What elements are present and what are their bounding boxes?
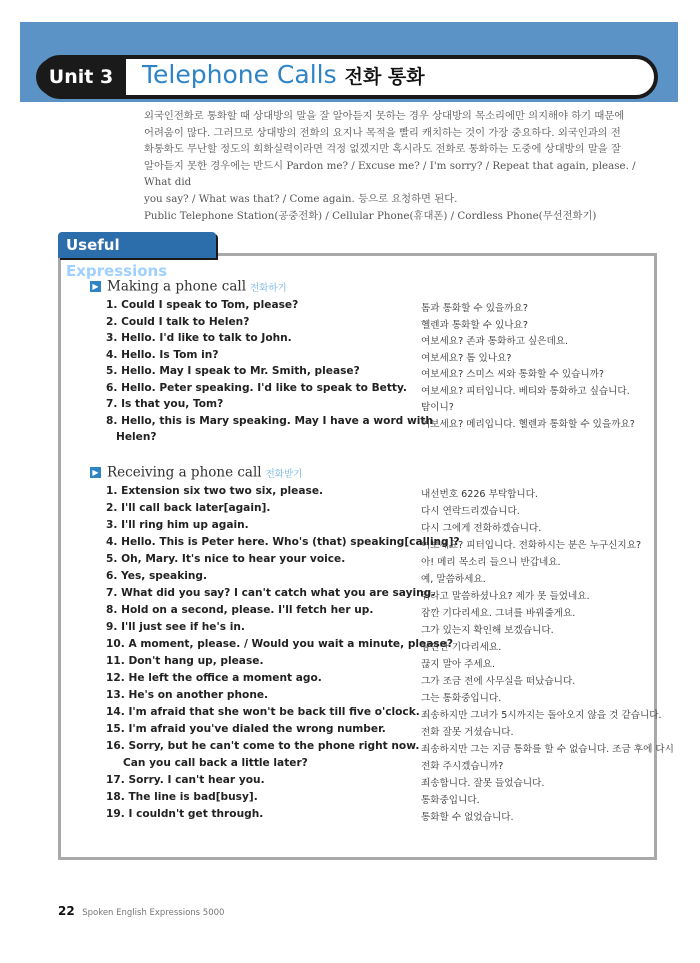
expression-ko: 내선번호 6226 부탁합니다.: [421, 489, 538, 500]
expression-en: 5. Oh, Mary. It's nice to hear your voice.: [106, 553, 346, 565]
expression-en: 2. Could I talk to Helen?: [106, 315, 250, 328]
expression-en: 9. I'll just see if he's in.: [106, 621, 245, 633]
expression-ko: 탐이니?: [421, 402, 454, 413]
expression-ko: 전화 잘못 거셨습니다.: [421, 727, 514, 738]
expression-ko: 톰과 통화할 수 있을까요?: [421, 303, 528, 314]
expression-ko: 통화중입니다.: [421, 795, 480, 806]
expression-ko: 다시 그에게 전화하겠습니다.: [421, 523, 542, 534]
expression-en: 2. I'll call back later[again].: [106, 502, 271, 514]
page-footer: [58, 904, 224, 918]
expression-ko: 그는 통화중입니다.: [421, 693, 502, 704]
expression-ko: 여보세요? 스미스 씨와 통화할 수 있습니까?: [421, 369, 604, 380]
expression-ko: 여보세요? 피터입니다. 전화하시는 분은 누구신지요?: [421, 540, 642, 551]
expression-en: 7. Is that you, Tom?: [106, 398, 224, 410]
title-korean: 전화 통화: [344, 66, 425, 88]
expression-ko: 그가 있는지 확인해 보겠습니다.: [421, 625, 554, 636]
expression-en: 4. Hello. This is Peter here. Who's (that) speaking[calling]?: [106, 536, 460, 548]
expression-en: 16. Sorry, but he can't come to the phone right now.: [106, 740, 420, 752]
expression-en: 18. The line is bad[busy].: [106, 791, 258, 803]
expression-ko: 헬렌과 통화할 수 있나요?: [421, 319, 528, 331]
expression-ko: 잠깐만 기다리세요.: [421, 642, 502, 653]
expression-en: 6. Yes, speaking.: [106, 570, 208, 582]
expression-ko: 여보세요? 존과 통화하고 싶은데요.: [421, 336, 569, 347]
expression-ko: 전화 주시겠습니까?: [421, 761, 504, 772]
expression-en: 4. Hello. Is Tom in?: [106, 348, 219, 361]
section-heading-receiving-call: [90, 462, 302, 481]
expression-ko: 예, 말씀하세요.: [421, 574, 486, 585]
expressions-word: Expressions: [66, 262, 168, 280]
expression-ko: 뭐라고 말씀하셨나요? 제가 못 들었네요.: [421, 591, 590, 602]
expression-ko: 죄송하지만 그는 지금 통화를 할 수 없습니다. 조금 후에 다시: [421, 744, 674, 755]
expression-en: Helen?: [116, 431, 157, 443]
expression-ko: 그가 조금 전에 사무실을 떠났습니다.: [421, 676, 576, 687]
useful-expressions-tab: [58, 232, 216, 280]
expression-ko: 다시 연락드리겠습니다.: [421, 506, 520, 517]
expression-en: Can you call back a little later?: [123, 757, 308, 769]
unit-label: Unit 3: [36, 58, 126, 96]
expression-ko: 여보세요? 피터입니다. 베티와 통화하고 싶습니다.: [421, 385, 630, 397]
page-title: [142, 60, 425, 89]
expression-en: 12. He left the office a moment ago.: [106, 672, 322, 684]
expression-en: 14. I'm afraid that she won't be back till five o'clock.: [106, 706, 420, 718]
expression-en: 11. Don't hang up, please.: [106, 655, 264, 667]
expression-en: 3. I'll ring him up again.: [106, 519, 249, 531]
section-title: Receiving a phone call: [107, 464, 262, 481]
expression-en: 8. Hold on a second, please. I'll fetch her up.: [106, 604, 374, 616]
intro-line: 외국인전화로 통화할 때 상대방의 말을 잘 알아듣지 못하는 경우 상대방의 목소리에만 의지해야 하기 때문에: [144, 110, 625, 122]
expression-en: 10. A moment, please. / Would you wait a minute, please?: [106, 638, 454, 650]
expression-en: 13. He's on another phone.: [106, 689, 269, 701]
expression-en: 17. Sorry. I can't hear you.: [106, 774, 265, 786]
expression-en: 3. Hello. I'd like to talk to John.: [106, 332, 292, 344]
expression-en: 7. What did you say? I can't catch what you are saying.: [106, 587, 436, 599]
expression-ko: 여보세요? 메리입니다. 헬렌과 통화할 수 있을까요?: [421, 418, 635, 430]
intro-line: Public Telephone Station(공중전화) / Cellular Phone(휴대폰) / Cordless Phone(무선전화기): [144, 209, 597, 222]
intro-line: 화통화도 무난할 정도의 회화실력이라면 걱정 없겠지만 혹시라도 전화로 통화하는 도중에 상대방의 말을 잘: [144, 143, 621, 156]
section-title: Making a phone call: [107, 278, 247, 295]
expression-en: 5. Hello. May I speak to Mr. Smith, please?: [106, 365, 360, 377]
expression-en: 8. Hello, this is Mary speaking. May I have a word with: [106, 414, 433, 427]
expression-en: 1. Extension six two two six, please.: [106, 485, 324, 497]
section-title-korean: 전화하기: [250, 282, 287, 294]
expression-ko: 끊지 말아 주세요.: [421, 659, 496, 670]
expression-ko: 죄송하지만 그녀가 5시까지는 돌아오지 않을 것 같습니다.: [421, 710, 662, 721]
useful-word: Useful: [66, 236, 120, 254]
expression-en: 15. I'm afraid you've dialed the wrong number.: [106, 723, 386, 735]
expression-en: 1. Could I speak to Tom, please?: [106, 299, 299, 311]
intro-line: 어려움이 많다. 그러므로 상대방의 전화의 요지나 목적을 빨리 캐치하는 것이 가장 중요하다. 외국인과의 전: [144, 126, 621, 139]
expression-en: 19. I couldn't get through.: [106, 808, 264, 820]
section-title-korean: 전화받기: [265, 468, 303, 480]
intro-paragraph: [144, 108, 656, 224]
section-heading-making-call: [90, 276, 287, 295]
expression-ko: 잠깐 기다리세요. 그녀를 바꿔줄게요.: [421, 608, 576, 619]
expression-en: 6. Hello. Peter speaking. I'd like to speak to Betty.: [106, 381, 407, 394]
intro-line: you say? / What was that? / Come again. 등으로 요청하면 된다.: [144, 192, 458, 205]
title-english: Telephone Calls: [142, 60, 337, 89]
book-title: Spoken English Expressions 5000: [82, 908, 225, 918]
intro-line: 알아듣지 못한 경우에는 반드시 Pardon me? / Excuse me? / I'm sorry? / Repeat that again, please. / What did: [144, 159, 636, 189]
page-number: 22: [58, 904, 75, 918]
expression-ko: 아! 메리 목소리 들으니 반갑네요.: [421, 557, 561, 568]
expression-ko: 통화할 수 없었습니다.: [421, 812, 514, 823]
expression-ko: 여보세요? 톰 있나요?: [421, 352, 512, 364]
arrow-right-icon: ▶: [90, 467, 101, 478]
expression-ko: 죄송합니다. 잘못 들었습니다.: [421, 778, 545, 789]
arrow-right-icon: ▶: [90, 281, 101, 292]
